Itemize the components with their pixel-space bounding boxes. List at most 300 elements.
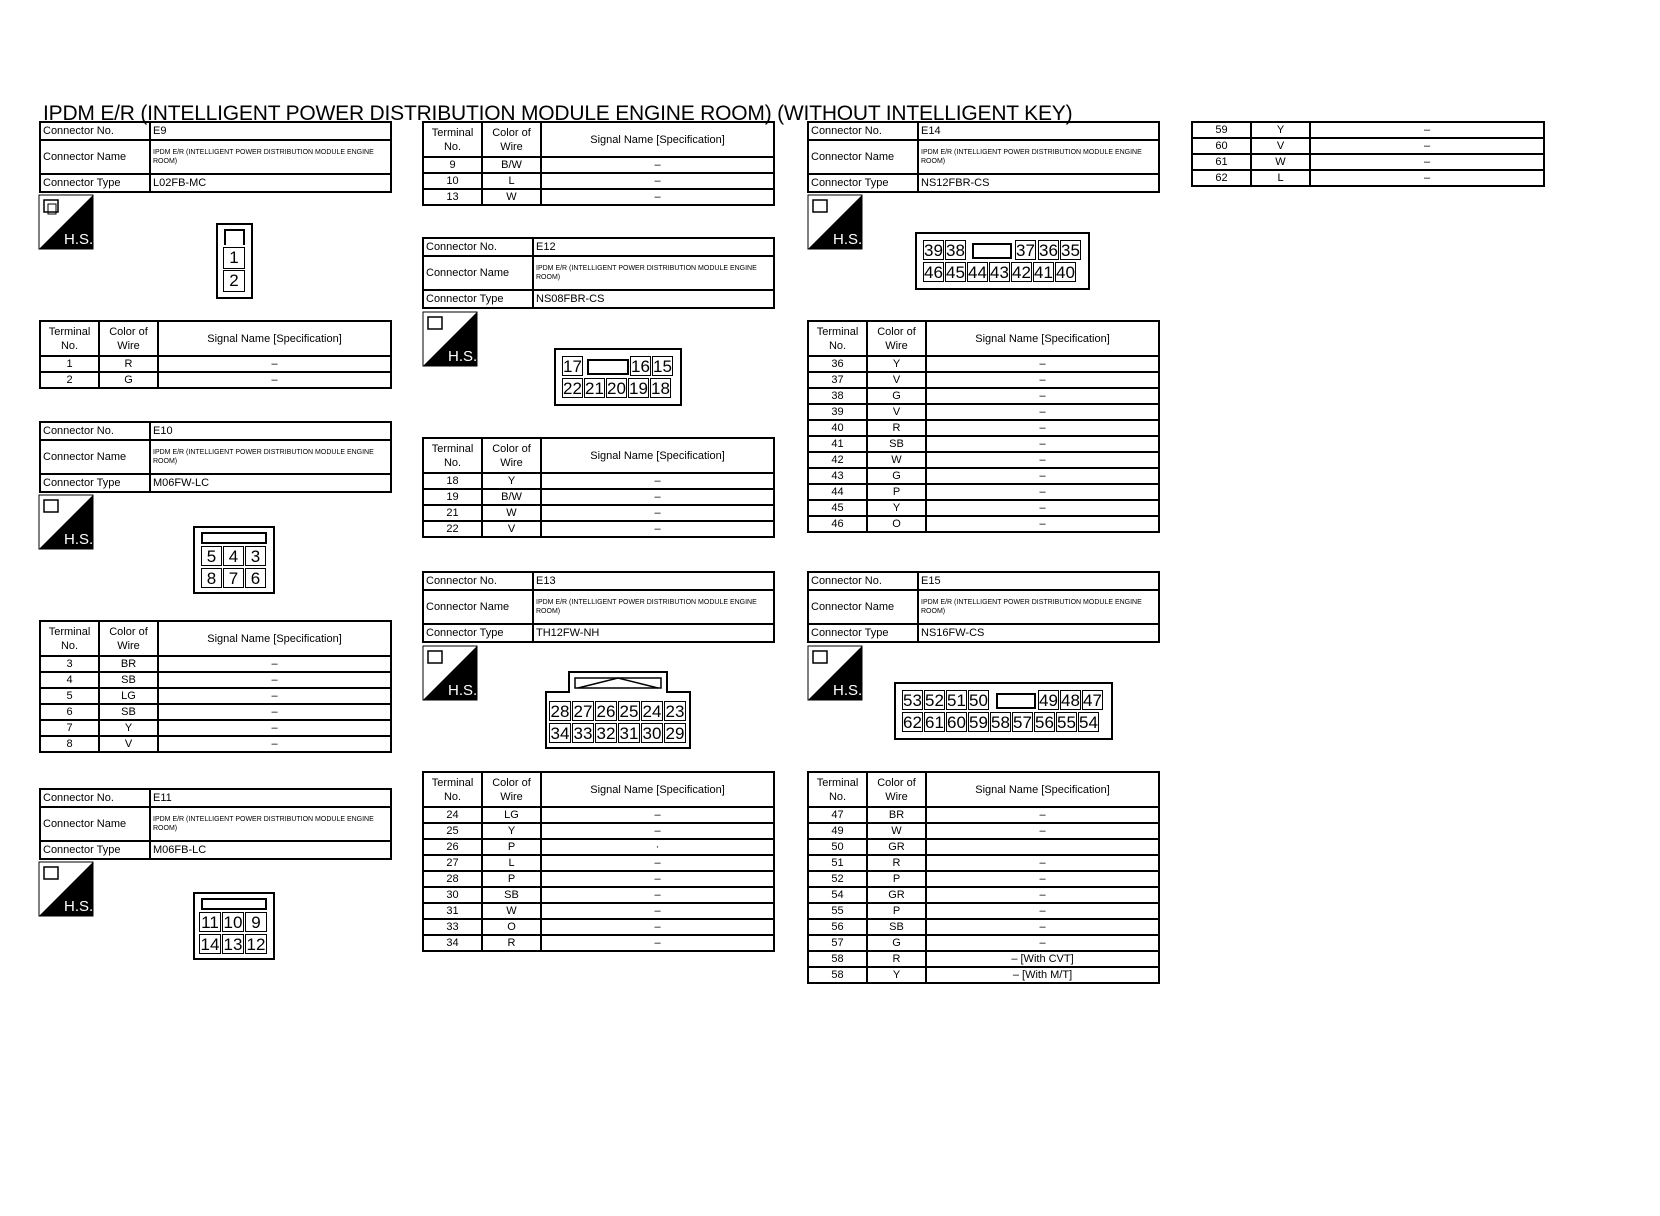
e10-connector-info (39, 421, 392, 493)
connector-no: E10 (150, 422, 391, 440)
signal-cell: – (541, 871, 774, 887)
terminal-cell: 54 (808, 887, 867, 903)
hs-label: H.S. (448, 348, 478, 365)
table-row (40, 704, 391, 720)
signal-cell: – (926, 372, 1159, 388)
color-cell: BR (99, 656, 158, 672)
signal-cell: – (926, 871, 1159, 887)
pin: 55 (1057, 713, 1076, 732)
color-cell: R (867, 951, 926, 967)
table-row (40, 736, 391, 752)
pin: 52 (925, 691, 944, 710)
terminal-cell: 2 (40, 372, 99, 388)
pin: 42 (1012, 263, 1031, 282)
pin: 50 (969, 691, 988, 710)
color-cell: V (867, 404, 926, 420)
color-cell: P (482, 839, 541, 855)
table-row (808, 484, 1159, 500)
color-cell: P (867, 903, 926, 919)
table-row (808, 807, 1159, 823)
color-cell: L (482, 855, 541, 871)
table-row (40, 672, 391, 688)
label: Connector No. (423, 572, 533, 590)
signal-header: Signal Name [Specification] (541, 438, 774, 473)
terminal-cell: 45 (808, 500, 867, 516)
table-row (808, 500, 1159, 516)
color-header: Color of Wire (482, 438, 541, 473)
signal-cell: – (926, 356, 1159, 372)
color-cell: W (482, 505, 541, 521)
color-cell: B/W (482, 157, 541, 173)
signal-cell: – (926, 420, 1159, 436)
connector-no: E11 (150, 789, 391, 807)
terminal-cell: 13 (423, 189, 482, 205)
e15-connector-face (894, 682, 1113, 740)
color-cell: BR (867, 807, 926, 823)
table-row (1192, 138, 1544, 154)
signal-cell: – (541, 903, 774, 919)
color-cell: V (867, 372, 926, 388)
connector-name: IPDM E/R (INTELLIGENT POWER DISTRIBUTION MODULE ENGINE ROOM) (918, 590, 1159, 624)
signal-cell: – (541, 855, 774, 871)
pin: 2 (223, 270, 245, 292)
terminal-cell: 26 (423, 839, 482, 855)
signal-cell: – (926, 388, 1159, 404)
color-cell: Y (482, 473, 541, 489)
pin: 51 (947, 691, 966, 710)
signal-cell: – (158, 356, 391, 372)
pin: 25 (619, 702, 639, 721)
connector-type: NS12FBR-CS (918, 174, 1159, 192)
pin: 16 (631, 357, 650, 376)
e15-terminal-table (807, 771, 1160, 984)
pin: 26 (596, 702, 616, 721)
pin: 3 (245, 546, 266, 566)
label: Connector Name (808, 590, 918, 624)
signal-cell: – (158, 672, 391, 688)
signal-cell: – (926, 807, 1159, 823)
pin: 53 (903, 691, 922, 710)
signal-cell: – (926, 404, 1159, 420)
table-row (808, 388, 1159, 404)
terminal-cell: 39 (808, 404, 867, 420)
color-cell: L (1251, 170, 1310, 186)
terminal-cell: 1 (40, 356, 99, 372)
table-row (423, 855, 774, 871)
pin: 33 (573, 724, 593, 743)
signal-cell: – (158, 736, 391, 752)
pin: 56 (1035, 713, 1054, 732)
table-row (423, 935, 774, 951)
pin: 32 (596, 724, 616, 743)
color-cell: V (1251, 138, 1310, 154)
connector-no: E9 (150, 122, 391, 140)
terminal-header: Terminal No. (423, 438, 482, 473)
table-header (423, 122, 774, 157)
signal-cell: – (158, 688, 391, 704)
color-header: Color of Wire (99, 321, 158, 356)
signal-header: Signal Name [Specification] (926, 772, 1159, 807)
table-row (40, 356, 391, 372)
e10-connector-face (193, 526, 275, 594)
color-cell: Y (867, 356, 926, 372)
e15-terminal-table-continued (1191, 121, 1545, 187)
label: Connector Type (808, 174, 918, 192)
signal-cell: – (158, 372, 391, 388)
table-header (40, 621, 391, 656)
table-row (808, 420, 1159, 436)
signal-cell: – (926, 903, 1159, 919)
table-row (423, 505, 774, 521)
table-row (40, 720, 391, 736)
signal-cell: – (541, 189, 774, 205)
table-row (808, 839, 1159, 855)
terminal-cell: 61 (1192, 154, 1251, 170)
color-header: Color of Wire (867, 321, 926, 356)
signal-cell: – (926, 823, 1159, 839)
terminal-cell: 18 (423, 473, 482, 489)
table-row (423, 189, 774, 205)
color-cell: G (99, 372, 158, 388)
e9-terminal-table (39, 320, 392, 389)
pin: 60 (947, 713, 966, 732)
pin: 37 (1016, 241, 1035, 260)
table-row (808, 967, 1159, 983)
label: Connector Type (423, 290, 533, 308)
table-row (40, 688, 391, 704)
color-cell: R (867, 855, 926, 871)
terminal-cell: 47 (808, 807, 867, 823)
pin: 29 (665, 724, 685, 743)
harness-side-icon (807, 194, 863, 250)
signal-cell: – [With M/T] (926, 967, 1159, 983)
hs-label: H.S. (448, 682, 478, 699)
connector-name: IPDM E/R (INTELLIGENT POWER DISTRIBUTION MODULE ENGINE ROOM) (533, 256, 774, 290)
signal-cell: – (541, 807, 774, 823)
table-row (808, 871, 1159, 887)
label: Connector Type (40, 174, 150, 192)
page-title: IPDM E/R (INTELLIGENT POWER DISTRIBUTION MODULE ENGINE ROOM) (WITHOUT INTELLIGENT KEY) (43, 102, 1073, 125)
pin: 39 (924, 241, 943, 260)
terminal-cell: 10 (423, 173, 482, 189)
pin: 19 (629, 379, 648, 398)
label: Connector Name (40, 440, 150, 474)
pin: 48 (1061, 691, 1080, 710)
pin: 15 (653, 357, 672, 376)
pin: 34 (550, 724, 570, 743)
harness-side-icon (807, 645, 863, 701)
color-cell: Y (867, 967, 926, 983)
terminal-cell: 38 (808, 388, 867, 404)
pin: 1 (223, 247, 245, 269)
signal-cell: – (541, 489, 774, 505)
label: Connector Name (423, 590, 533, 624)
label: Connector Type (423, 624, 533, 642)
signal-cell: – (926, 500, 1159, 516)
label: Connector Type (40, 474, 150, 492)
pin: 9 (245, 912, 267, 932)
e14-connector-info (807, 121, 1160, 193)
e9-connector-face (216, 223, 253, 299)
table-row (423, 839, 774, 855)
color-header: Color of Wire (482, 772, 541, 807)
connector-no: E13 (533, 572, 774, 590)
table-row (808, 372, 1159, 388)
connector-type: NS08FBR-CS (533, 290, 774, 308)
signal-cell (926, 839, 1159, 855)
pin: 27 (573, 702, 593, 721)
terminal-cell: 43 (808, 468, 867, 484)
table-row (808, 935, 1159, 951)
pin: 7 (223, 568, 244, 588)
table-row (808, 516, 1159, 532)
table-header (808, 321, 1159, 356)
pin: 49 (1039, 691, 1058, 710)
connector-type: TH12FW-NH (533, 624, 774, 642)
terminal-header: Terminal No. (423, 772, 482, 807)
color-cell: P (867, 871, 926, 887)
pin: 12 (246, 935, 266, 954)
color-cell: GR (867, 887, 926, 903)
pin: 13 (223, 935, 243, 954)
table-row (1192, 122, 1544, 138)
pin: 59 (969, 713, 988, 732)
label: Connector Name (40, 140, 150, 174)
label: Connector No. (808, 572, 918, 590)
table-row (808, 855, 1159, 871)
terminal-cell: 60 (1192, 138, 1251, 154)
signal-cell: – (541, 823, 774, 839)
connector-name: IPDM E/R (INTELLIGENT POWER DISTRIBUTION MODULE ENGINE ROOM) (150, 807, 391, 841)
terminal-header: Terminal No. (423, 122, 482, 157)
pin: 6 (245, 568, 266, 588)
e13-connector-info (422, 571, 775, 643)
terminal-cell: 62 (1192, 170, 1251, 186)
pin: 35 (1061, 241, 1080, 260)
e14-terminal-table (807, 320, 1160, 533)
color-cell: Y (1251, 122, 1310, 138)
pin: 58 (991, 713, 1010, 732)
color-cell: W (1251, 154, 1310, 170)
terminal-cell: 31 (423, 903, 482, 919)
color-cell: V (99, 736, 158, 752)
signal-cell: – (1310, 170, 1544, 186)
hs-label: H.S. (64, 531, 94, 548)
terminal-cell: 57 (808, 935, 867, 951)
color-header: Color of Wire (867, 772, 926, 807)
pin: 38 (946, 241, 965, 260)
label: Connector No. (40, 789, 150, 807)
signal-cell: – (158, 704, 391, 720)
signal-cell: – (926, 452, 1159, 468)
e12-connector-face (554, 348, 682, 406)
signal-cell: – (926, 436, 1159, 452)
table-row (808, 919, 1159, 935)
color-cell: W (867, 452, 926, 468)
terminal-header: Terminal No. (808, 772, 867, 807)
table-row (808, 356, 1159, 372)
signal-cell: – (926, 516, 1159, 532)
color-cell: W (482, 903, 541, 919)
label: Connector Name (40, 807, 150, 841)
table-header (40, 321, 391, 356)
terminal-cell: 25 (423, 823, 482, 839)
connector-type: NS16FW-CS (918, 624, 1159, 642)
terminal-cell: 21 (423, 505, 482, 521)
hs-label: H.S. (64, 231, 94, 248)
color-cell: GR (867, 839, 926, 855)
table-row (423, 173, 774, 189)
table-row (423, 823, 774, 839)
signal-cell: – (541, 919, 774, 935)
pin: 28 (550, 702, 570, 721)
connector-type: L02FB-MC (150, 174, 391, 192)
label: Connector No. (40, 122, 150, 140)
table-row (808, 951, 1159, 967)
table-row (423, 903, 774, 919)
terminal-cell: 6 (40, 704, 99, 720)
terminal-cell: 41 (808, 436, 867, 452)
table-row (808, 452, 1159, 468)
pin: 23 (665, 702, 685, 721)
e10-terminal-table (39, 620, 392, 753)
color-cell: B/W (482, 489, 541, 505)
signal-header: Signal Name [Specification] (541, 772, 774, 807)
signal-cell: – (541, 505, 774, 521)
hs-label: H.S. (64, 898, 94, 915)
connector-no: E14 (918, 122, 1159, 140)
e9-connector-info (39, 121, 392, 193)
terminal-cell: 58 (808, 967, 867, 983)
connector-name: IPDM E/R (INTELLIGENT POWER DISTRIBUTION MODULE ENGINE ROOM) (533, 590, 774, 624)
terminal-cell: 55 (808, 903, 867, 919)
pin: 30 (642, 724, 662, 743)
pin: 20 (607, 379, 626, 398)
terminal-cell: 44 (808, 484, 867, 500)
pin: 44 (968, 263, 987, 282)
signal-cell: – (1310, 154, 1544, 170)
table-row (40, 372, 391, 388)
signal-cell: – (926, 935, 1159, 951)
color-cell: R (99, 356, 158, 372)
signal-cell: – (541, 935, 774, 951)
color-cell: LG (99, 688, 158, 704)
pin: 8 (201, 568, 222, 588)
signal-cell: – (1310, 122, 1544, 138)
terminal-cell: 7 (40, 720, 99, 736)
pin: 57 (1013, 713, 1032, 732)
color-cell: G (867, 388, 926, 404)
table-row (423, 919, 774, 935)
table-row (808, 404, 1159, 420)
table-row (423, 473, 774, 489)
pin: 41 (1034, 263, 1053, 282)
e11-terminal-table (422, 121, 775, 206)
color-cell: V (482, 521, 541, 537)
pin: 22 (563, 379, 582, 398)
terminal-cell: 42 (808, 452, 867, 468)
pin: 24 (642, 702, 662, 721)
pin: 14 (200, 935, 220, 954)
color-cell: P (482, 871, 541, 887)
pin: 45 (946, 263, 965, 282)
color-header: Color of Wire (482, 122, 541, 157)
color-cell: SB (867, 436, 926, 452)
color-cell: LG (482, 807, 541, 823)
color-cell: L (482, 173, 541, 189)
terminal-cell: 56 (808, 919, 867, 935)
hs-label: H.S. (833, 682, 863, 699)
signal-cell: – (541, 157, 774, 173)
table-row (1192, 170, 1544, 186)
color-cell: Y (867, 500, 926, 516)
e12-terminal-table (422, 437, 775, 538)
pin: 21 (585, 379, 604, 398)
terminal-cell: 24 (423, 807, 482, 823)
table-header (423, 438, 774, 473)
terminal-cell: 59 (1192, 122, 1251, 138)
table-row (808, 823, 1159, 839)
terminal-cell: 19 (423, 489, 482, 505)
terminal-cell: 8 (40, 736, 99, 752)
pin: 62 (903, 713, 922, 732)
signal-cell: – (1310, 138, 1544, 154)
color-cell: P (867, 484, 926, 500)
latch (996, 693, 1036, 709)
connector-name: IPDM E/R (INTELLIGENT POWER DISTRIBUTION MODULE ENGINE ROOM) (918, 140, 1159, 174)
terminal-cell: 40 (808, 420, 867, 436)
pin: 40 (1056, 263, 1075, 282)
pin: 11 (199, 912, 221, 932)
table-row (423, 157, 774, 173)
harness-side-icon (38, 494, 94, 550)
pin: 31 (619, 724, 639, 743)
color-cell: SB (482, 887, 541, 903)
signal-header: Signal Name [Specification] (158, 321, 391, 356)
terminal-cell: 33 (423, 919, 482, 935)
pin: 18 (651, 379, 670, 398)
e11-connector-info (39, 788, 392, 860)
terminal-cell: 49 (808, 823, 867, 839)
terminal-cell: 9 (423, 157, 482, 173)
signal-cell: – (926, 855, 1159, 871)
pin: 10 (223, 913, 243, 932)
terminal-cell: 34 (423, 935, 482, 951)
terminal-cell: 3 (40, 656, 99, 672)
label: Connector Name (808, 140, 918, 174)
color-cell: O (867, 516, 926, 532)
terminal-header: Terminal No. (40, 321, 99, 356)
color-cell: W (482, 189, 541, 205)
terminal-header: Terminal No. (40, 621, 99, 656)
color-cell: R (867, 420, 926, 436)
color-cell: O (482, 919, 541, 935)
color-cell: R (482, 935, 541, 951)
harness-side-icon (38, 861, 94, 917)
signal-cell: – (541, 173, 774, 189)
signal-cell: – (158, 720, 391, 736)
pin: 61 (925, 713, 944, 732)
terminal-header: Terminal No. (808, 321, 867, 356)
pin: 43 (990, 263, 1009, 282)
connector-name: IPDM E/R (INTELLIGENT POWER DISTRIBUTION MODULE ENGINE ROOM) (150, 440, 391, 474)
connector-no: E15 (918, 572, 1159, 590)
terminal-cell: 52 (808, 871, 867, 887)
color-cell: SB (99, 672, 158, 688)
color-cell: G (867, 468, 926, 484)
color-cell: G (867, 935, 926, 951)
pin: 17 (563, 357, 582, 376)
